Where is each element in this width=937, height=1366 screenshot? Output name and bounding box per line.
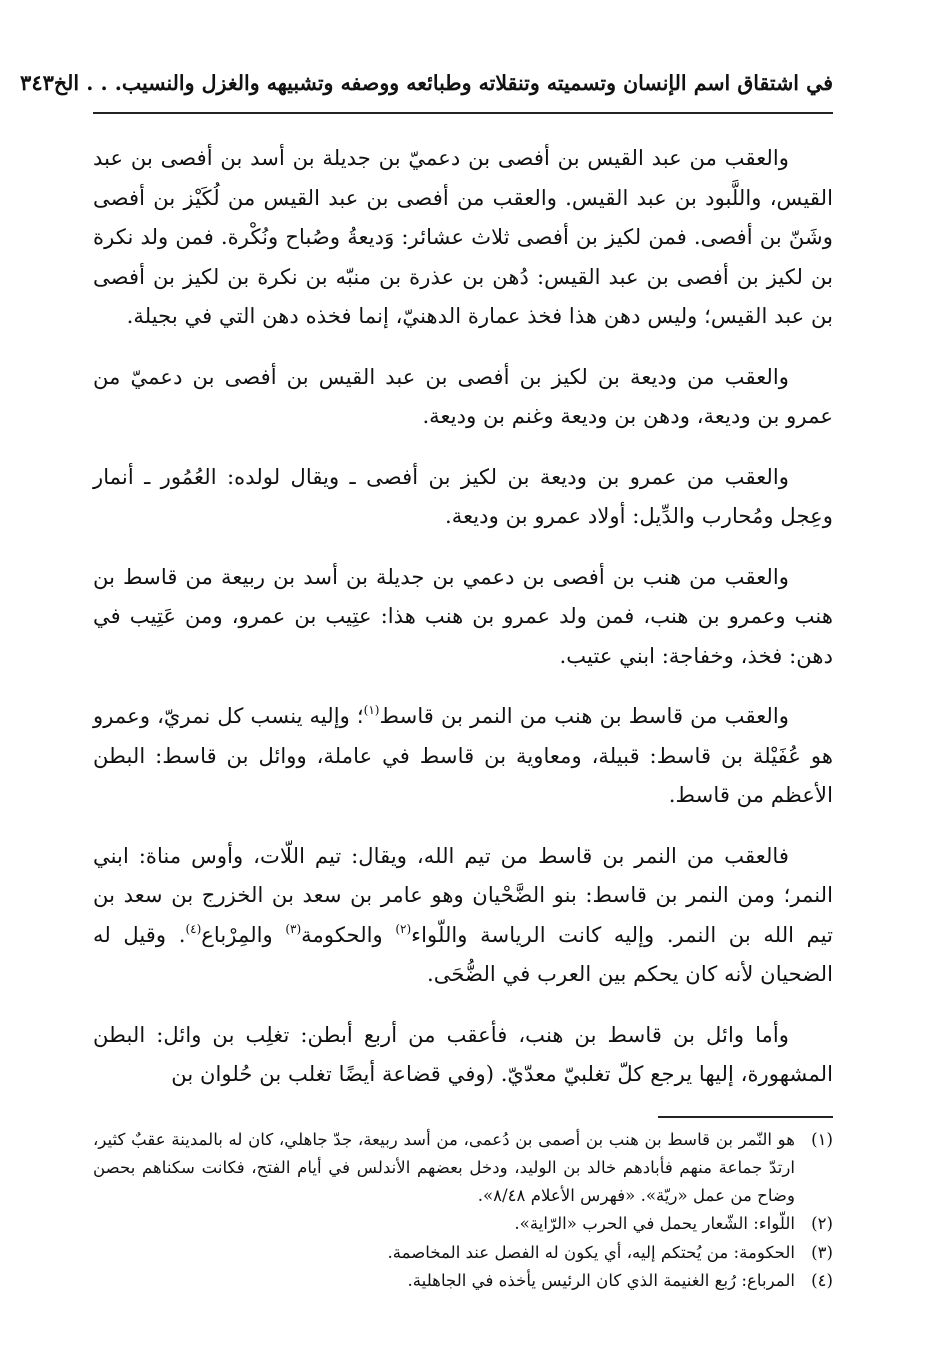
main-text	[93, 138, 833, 1094]
footnote	[93, 1126, 833, 1211]
footnote-ref[interactable]: (٢)	[395, 921, 412, 936]
paragraph: والعقب من عبد القيس بن أفصى بن دعميّ بن جديلة بن أسد بن أفصى بن عبد القيس، واللَّبود بن عبد القيس. والعقب من أفصى بن عبد القيس من لُكَيْز بن أفصى وشَنّ بن أفصى. فمن لكيز بن أفصى ثلاث عشائر: وَديعةُ وصُباح ونُكْرة. فمن ولد نكرة بن لكيز بن أفصى بن عبد القيس: دُهن بن عذرة بن منبّه بن نكرة بن لكيز بن أفصى بن عبد القيس؛ وليس دهن هذا فخذ عمارة الدهنيّ، إنما فخذه دهن التي في بجيلة.	[93, 145, 833, 328]
footnote-text: هو النّمر بن قاسط بن هنب بن أصمى بن دُعمى، من أسد ربيعة، جدّ جاهلي، كان له بالمدينة عقبٌ كثير، ارتدّ جماعة منهم فأبادهم خالد بن الوليد، ودخل بعضهم الأندلس في أيام الفتح، فكانت سكناهم بحصن وضاح من عمل «ريّة». «فهرس الأعلام ٨/٤٨».	[93, 1129, 795, 1206]
footnote-number: (١)	[811, 1129, 833, 1149]
paragraph: والعقب من قاسط بن هنب من النمر بن قاسط$^{(١)}$؛ وإليه ينسب كل نمريّ، وعمرو هو عُفَيْلة بن قاسط: قبيلة، ومعاوية بن قاسط في عاملة، ووائل بن قاسط: البطن الأعظم من قاسط.	[93, 703, 833, 807]
paragraph: والعقب من هنب بن أفصى بن دعمي بن جديلة بن أسد بن ربيعة من قاسط بن هنب وعمرو بن هنب، فمن ولد عمرو بن هنب هذا: عتِيب بن عمرو، ومن عَتِيب في دهن: فخذ، وخفاجة: ابني عتيب.	[93, 563, 833, 668]
footnote-text: المرباع: رُبع الغنيمة الذي كان الرئيس يأخذه في الجاهلية.	[407, 1270, 795, 1290]
footnote-separator	[658, 1116, 833, 1118]
footnote	[93, 1267, 833, 1295]
footnote-text: الحكومة: من يُحتكم إليه، أي يكون له الفصل عند المخاصمة.	[387, 1242, 795, 1262]
footnote-number: (٣)	[811, 1242, 833, 1262]
footnote	[93, 1239, 833, 1267]
footnote-ref[interactable]: (١)	[363, 703, 380, 717]
chapter-title: في اشتقاق اسم الإنسان وتسميته وتنقلاته وطبائعه ووصفه وتشبيهه والغزل والنسيب. . . الخ	[53, 71, 833, 95]
footnote	[93, 1210, 833, 1238]
running-header	[20, 70, 833, 114]
footnote-ref[interactable]: (٤)	[185, 921, 202, 936]
paragraph: وأما وائل بن قاسط بن هنب، فأعقب من أربع أبطن: تغلِب بن وائل: البطن المشهورة، إليها يرجع كلّ تغلبيّ معدّيّ. (وفي قضاعة أيضًا تغلب بن حُلوان بن	[93, 1021, 833, 1086]
paragraph: والعقب من وديعة بن لكيز بن أفصى بن عبد القيس بن أفصى بن دعميّ من عمرو بن وديعة، ودهن بن وديعة وغنم بن وديعة.	[93, 363, 833, 428]
book-page	[20, 70, 833, 1295]
page-number: ٣٤٣	[20, 70, 54, 95]
footnote-number: (٢)	[811, 1214, 833, 1234]
footnote-text: اللّواء: الشّعار يحمل في الحرب «الرّاية».	[514, 1214, 795, 1234]
paragraph: فالعقب من النمر بن قاسط من تيم الله، ويقال: تيم اللّات، وأوس مناة: ابني النمر؛ ومن النمر بن قاسط: بنو الضَّحْيان وهو عامر بن سعد بن الخزرج بن سعد بن تيم الله بن النمر. وإليه كانت الرياسة واللّواء$^{(٢)}$ والحكومة$^{(٣)}$ والمِرْباع$^{(٤)}$. وقيل له الضحيان لأنه كان يحكم بين العرب في الضُّحَى.	[93, 842, 833, 986]
paragraph: والعقب من عمرو بن وديعة بن لكيز بن أفصى ـ ويقال لولده: العُمُور ـ أنمار وعِجل ومُحارب والدِّيل: أولاد عمرو بن وديعة.	[93, 463, 833, 528]
footnotes	[93, 1126, 833, 1296]
footnote-ref[interactable]: (٣)	[285, 921, 302, 936]
footnote-number: (٤)	[811, 1270, 833, 1290]
